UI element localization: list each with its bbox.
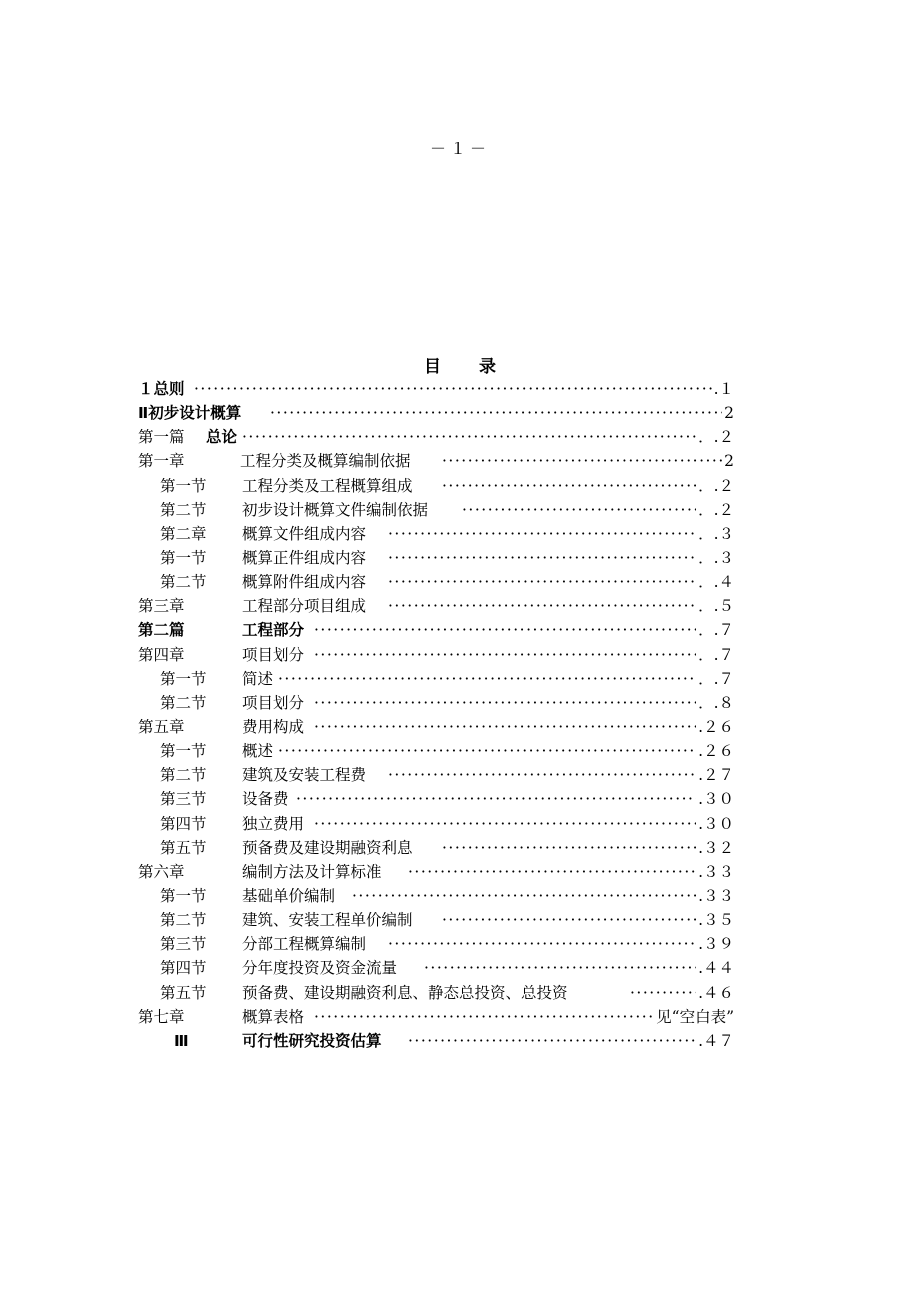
toc-leader-dots (388, 522, 696, 546)
toc-entry-page: .３９ (698, 935, 734, 954)
toc-entry-title: 总论 (206, 428, 238, 447)
toc-leader-dots (242, 425, 696, 449)
toc-leader-dots (462, 498, 696, 522)
toc-entry[interactable] (138, 836, 734, 860)
toc-entry-label: 第二篇 (138, 621, 185, 640)
toc-entry-page: .２６ (698, 742, 734, 761)
toc-entry-title: 项目划分 (242, 645, 305, 664)
toc-entry[interactable] (138, 908, 734, 932)
toc-entry-label: 第二节 (160, 500, 207, 519)
toc-entry-page: ．.３ (698, 524, 734, 543)
toc-leader-dots (314, 691, 696, 715)
toc-entry[interactable] (138, 1005, 734, 1029)
toc-leader-dots (278, 739, 696, 763)
toc-entry-title: 概算正件组成内容 (242, 548, 367, 567)
toc-entry-label: 第七章 (138, 1007, 185, 1026)
toc-entry-title: 基础单价编制 (242, 886, 336, 905)
toc-entry-label: 第一节 (160, 886, 207, 905)
page-number: －１－ (429, 139, 490, 158)
toc-leader-dots (442, 449, 722, 473)
toc-leader-dots (388, 594, 696, 618)
toc-entry-page: .３０ (698, 814, 734, 833)
toc-entry-page: .３３ (698, 886, 734, 905)
toc-entry-page: .４６ (698, 983, 734, 1002)
toc-entry-title: 预备费及建设期融资利息 (242, 838, 413, 857)
toc-entry-page: ．.７ (698, 621, 734, 640)
toc-entry-title: 建筑及安装工程费 (242, 766, 367, 785)
toc-entry[interactable] (138, 739, 734, 763)
toc-entry-page: .４７ (698, 1031, 734, 1050)
toc-leader-dots (388, 546, 696, 570)
toc-entry-label: 第四节 (160, 959, 207, 978)
toc-leader-dots (194, 377, 712, 401)
toc-leader-dots (314, 618, 696, 642)
toc-leader-dots (442, 908, 696, 932)
toc-entry[interactable] (138, 474, 734, 498)
toc-entry-label: Ⅱ初步设计概算 (138, 404, 242, 423)
toc-entry-page: .１ (713, 380, 734, 398)
toc-entry[interactable] (138, 522, 734, 546)
toc-entry-title: 费用构成 (242, 717, 305, 736)
toc-entry-page: 2 (724, 404, 734, 423)
toc-entry-page: .３０ (698, 790, 734, 809)
toc-entry-title: 初步设计概算文件编制依据 (242, 500, 429, 519)
toc-entry-label: 第四章 (138, 645, 185, 664)
toc-entry[interactable] (138, 787, 734, 811)
toc-entry-page: .３５ (698, 911, 734, 930)
toc-leader-dots (314, 1005, 654, 1029)
toc-entry-label: 第三节 (160, 935, 207, 954)
toc-entry-title: 编制方法及计算标准 (242, 862, 382, 881)
toc-entry-page: ．.４ (698, 573, 734, 592)
toc-entry-label: 第三节 (160, 790, 207, 809)
toc-entry-page: ．.２ (698, 476, 734, 495)
toc-leader-dots (314, 812, 696, 836)
toc-entry[interactable] (138, 763, 734, 787)
toc-entry-label: 第五章 (138, 717, 185, 736)
toc-entry-label: １总则 (138, 380, 185, 398)
toc-leader-dots (442, 836, 696, 860)
toc-entry-label: 第四节 (160, 814, 207, 833)
toc-entry[interactable] (138, 860, 734, 884)
toc-entry[interactable] (138, 546, 734, 570)
toc-title (0, 352, 920, 377)
toc-leader-dots (388, 763, 696, 787)
toc-leader-dots (442, 474, 696, 498)
toc-entry-label: 第一节 (160, 548, 207, 567)
toc-entry-page: .２６ (698, 717, 734, 736)
toc-entry-title: 设备费 (242, 790, 289, 809)
toc-entry-label: Ⅲ (174, 1031, 189, 1050)
toc-entry-page: .３２ (698, 838, 734, 857)
toc-entry-title: 工程部分 (242, 621, 305, 640)
toc-leader-dots (630, 981, 696, 1005)
toc-entry-label: 第一章 (138, 452, 185, 471)
toc-title-right: 录 (479, 357, 496, 377)
toc-entry-title: 分年度投资及资金流量 (242, 959, 398, 978)
toc-entry-label: 第一篇 (138, 428, 185, 447)
toc-entry-label: 第二节 (160, 766, 207, 785)
toc-entry-label: 第六章 (138, 862, 185, 881)
toc-entry[interactable] (138, 594, 734, 618)
toc-entry[interactable] (138, 1029, 734, 1053)
table-of-contents (138, 377, 734, 1053)
toc-entry-page: ．.２ (698, 428, 734, 447)
toc-entry-page: ．.７ (698, 669, 734, 688)
toc-entry-page: ．.３ (698, 548, 734, 567)
toc-entry[interactable] (138, 401, 734, 425)
toc-leader-dots (314, 715, 696, 739)
toc-entry[interactable] (138, 956, 734, 980)
toc-entry-page: ．.８ (698, 693, 734, 712)
toc-entry-page: ．.２ (698, 500, 734, 519)
toc-entry[interactable] (138, 377, 734, 401)
toc-entry-label: 第一节 (160, 476, 207, 495)
toc-entry-page: 2 (724, 452, 734, 471)
toc-leader-dots (314, 643, 696, 667)
toc-entry-title: 分部工程概算编制 (242, 935, 367, 954)
toc-entry-label: 第一节 (160, 742, 207, 761)
toc-entry[interactable] (138, 498, 734, 522)
toc-leader-dots (388, 932, 696, 956)
toc-entry-page: .３３ (698, 862, 734, 881)
toc-entry-page: .４４ (698, 959, 734, 978)
toc-entry-title: 工程分类及概算编制依据 (240, 452, 411, 471)
toc-leader-dots (408, 860, 696, 884)
toc-entry-label: 第五节 (160, 983, 207, 1002)
toc-entry-label: 第二节 (160, 693, 207, 712)
toc-entry-page: ．.５ (698, 597, 734, 616)
toc-entry[interactable] (138, 715, 734, 739)
toc-entry[interactable] (138, 643, 734, 667)
toc-entry-label: 第二章 (160, 524, 207, 543)
toc-entry-title: 项目划分 (242, 693, 305, 712)
toc-entry[interactable] (138, 932, 734, 956)
toc-entry[interactable] (138, 449, 734, 473)
toc-entry[interactable] (138, 691, 734, 715)
toc-entry-page: .２７ (698, 766, 734, 785)
toc-entry[interactable] (138, 812, 734, 836)
toc-entry-title: 简述 (242, 669, 274, 688)
toc-entry-title: 工程分类及工程概算组成 (242, 476, 413, 495)
toc-entry-title: 可行性研究投资估算 (242, 1031, 382, 1050)
toc-entry-title: 预备费、建设期融资利息、静态总投资、总投资 (242, 983, 568, 1002)
toc-entry-page: ．.７ (698, 645, 734, 664)
toc-entry-title: 概算附件组成内容 (242, 573, 367, 592)
toc-entry-title: 概算文件组成内容 (242, 524, 367, 543)
toc-entry-title: 建筑、安装工程单价编制 (242, 911, 413, 930)
toc-entry-label: 第二节 (160, 911, 207, 930)
toc-entry-label: 第三章 (138, 597, 185, 616)
toc-leader-dots (352, 884, 696, 908)
toc-entry[interactable] (138, 884, 734, 908)
toc-entry-page: 见“空白表” (656, 1007, 734, 1026)
toc-leader-dots (270, 401, 722, 425)
toc-entry-label: 第一节 (160, 669, 207, 688)
toc-leader-dots (388, 570, 696, 594)
toc-leader-dots (424, 956, 696, 980)
toc-entry-title: 工程部分项目组成 (242, 597, 367, 616)
toc-entry-title: 独立费用 (242, 814, 305, 833)
toc-title-left: 目 (424, 357, 441, 377)
toc-entry[interactable] (138, 981, 734, 1005)
toc-entry[interactable] (138, 667, 734, 691)
toc-entry[interactable] (138, 425, 734, 449)
toc-entry-title: 概算表格 (242, 1007, 305, 1026)
toc-leader-dots (408, 1029, 696, 1053)
toc-leader-dots (296, 787, 696, 811)
toc-leader-dots (278, 667, 696, 691)
toc-entry-label: 第二节 (160, 573, 207, 592)
toc-entry-label: 第五节 (160, 838, 207, 857)
toc-entry-title: 概述 (242, 742, 274, 761)
toc-entry[interactable] (138, 570, 734, 594)
toc-entry[interactable] (138, 618, 734, 642)
